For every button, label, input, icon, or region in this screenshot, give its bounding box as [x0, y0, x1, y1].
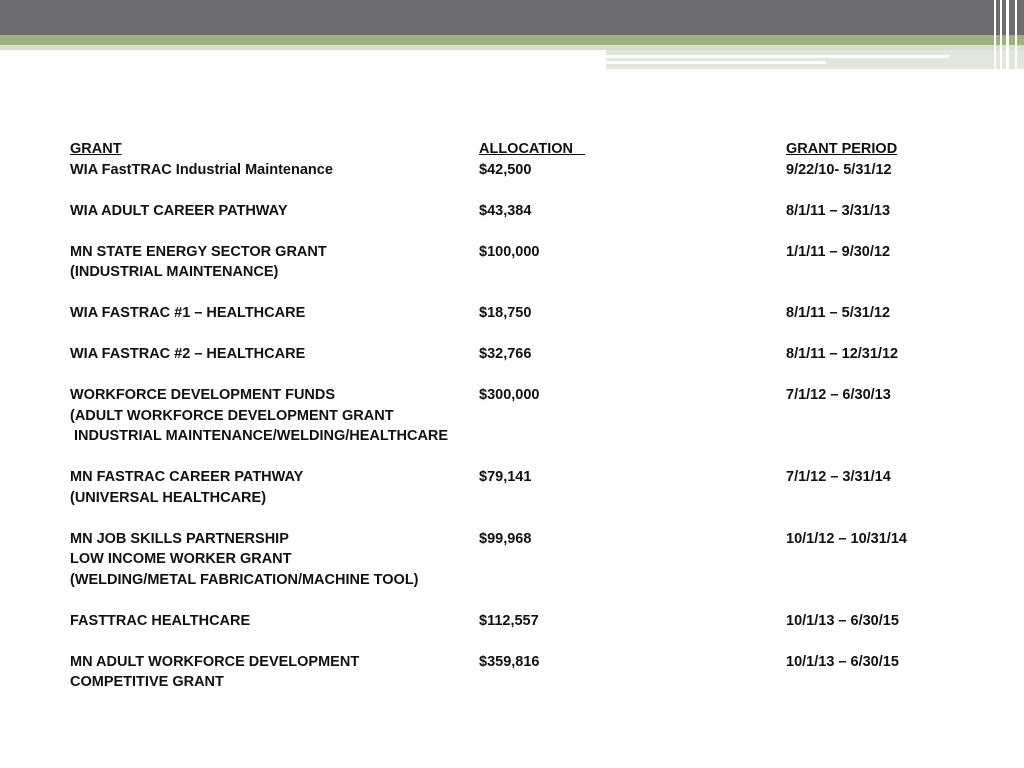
header-vertical-stripe — [1015, 0, 1017, 69]
grant-name: (WELDING/METAL FABRICATION/MACHINE TOOL) — [70, 571, 419, 588]
grant-name: MN ADULT WORKFORCE DEVELOPMENT — [70, 653, 360, 670]
table-row — [70, 488, 970, 509]
grant-name: COMPETITIVE GRANT — [70, 674, 224, 690]
grant-name: WIA ADULT CAREER PATHWAY — [70, 202, 288, 219]
grant-period-column-header: GRANT PERIOD — [786, 141, 898, 157]
grant-entry — [70, 385, 970, 447]
table-row — [70, 385, 970, 406]
grant-name: WIA FastTRAC Industrial Maintenance — [70, 161, 333, 178]
table-row — [70, 467, 970, 488]
grant-period: 8/1/11 – 12/31/12 — [786, 346, 899, 362]
table-row — [70, 426, 970, 447]
row-spacer — [70, 221, 970, 242]
grant-name: LOW INCOME WORKER GRANT — [70, 551, 292, 567]
grant-period — [786, 488, 970, 509]
grant-name: MN STATE ENERGY SECTOR GRANT — [70, 243, 327, 260]
table-row — [70, 672, 970, 693]
grant-allocation — [479, 406, 786, 427]
grant-period: 7/1/12 – 6/30/13 — [786, 387, 891, 403]
row-spacer — [70, 508, 970, 529]
grant-entry — [70, 467, 970, 508]
grant-entry — [70, 529, 970, 591]
header-vertical-stripe — [1000, 0, 1002, 69]
header-tab-decoration — [606, 50, 1024, 69]
grant-name: (ADULT WORKFORCE DEVELOPMENT GRANT — [70, 407, 394, 424]
grant-entry — [70, 242, 970, 283]
grant-table — [70, 139, 970, 693]
grant-name: INDUSTRIAL MAINTENANCE/WELDING/HEALTHCARE — [70, 428, 449, 444]
grant-entry — [70, 344, 970, 365]
table-row — [70, 529, 970, 550]
grant-allocation: $300,000 — [479, 387, 540, 403]
table-row — [70, 570, 970, 591]
grant-entry — [70, 652, 970, 693]
grant-allocation: $43,384 — [479, 202, 532, 219]
grant-period — [786, 672, 970, 693]
header-vertical-stripe — [1006, 0, 1009, 69]
grant-allocation — [479, 426, 786, 447]
grant-allocation — [479, 262, 786, 283]
grant-period — [786, 570, 970, 591]
grant-allocation: $359,816 — [479, 653, 540, 670]
grant-period: 8/1/11 – 5/31/12 — [786, 305, 891, 321]
grant-rows — [70, 160, 970, 693]
grant-allocation — [479, 549, 786, 570]
grant-entry — [70, 160, 970, 181]
header-accent-bar — [0, 35, 1024, 45]
grant-period — [786, 426, 970, 447]
grant-allocation: $112,557 — [479, 612, 539, 629]
table-row — [70, 262, 970, 283]
grant-period: 10/1/12 – 10/31/14 — [786, 530, 907, 547]
grant-name: WIA FASTRAC #1 – HEALTHCARE — [70, 305, 306, 321]
grant-name: FASTTRAC HEALTHCARE — [70, 612, 251, 629]
grant-name: (UNIVERSAL HEALTHCARE) — [70, 489, 267, 506]
grant-column-header: GRANT — [70, 141, 122, 157]
table-row — [70, 201, 970, 222]
grant-period — [786, 549, 970, 570]
row-spacer — [70, 180, 970, 201]
grant-period — [786, 406, 970, 427]
grant-period: 7/1/12 – 3/31/14 — [786, 469, 891, 485]
grant-name: WIA FASTRAC #2 – HEALTHCARE — [70, 346, 306, 362]
grant-period: 9/22/10- 5/31/12 — [786, 161, 892, 178]
row-spacer — [70, 324, 970, 345]
grant-name: (INDUSTRIAL MAINTENANCE) — [70, 264, 279, 280]
grant-allocation: $18,750 — [479, 305, 532, 321]
grant-entry — [70, 201, 970, 222]
header-decor-line — [606, 55, 949, 58]
grant-allocation: $99,968 — [479, 530, 532, 547]
row-spacer — [70, 447, 970, 468]
grant-name: MN FASTRAC CAREER PATHWAY — [70, 469, 304, 485]
grant-allocation: $32,766 — [479, 346, 532, 362]
row-spacer — [70, 365, 970, 386]
header-banner — [0, 0, 1024, 35]
grant-name: WORKFORCE DEVELOPMENT FUNDS — [70, 387, 336, 403]
grant-period — [786, 262, 970, 283]
grant-period: 8/1/11 – 3/31/13 — [786, 202, 891, 219]
grant-allocation: $42,500 — [479, 161, 532, 178]
grant-entry — [70, 611, 970, 632]
table-row — [70, 160, 970, 181]
table-row — [70, 406, 970, 427]
header-decor-line — [606, 61, 826, 64]
allocation-column-header: ALLOCATION — [479, 141, 586, 157]
grant-entry — [70, 303, 970, 324]
table-row — [70, 303, 970, 324]
row-spacer — [70, 590, 970, 611]
grant-allocation: $100,000 — [479, 243, 540, 260]
grant-allocation: $79,141 — [479, 469, 532, 485]
header-row — [70, 139, 970, 160]
grant-period: 10/1/13 – 6/30/15 — [786, 653, 899, 670]
grant-period: 1/1/11 – 9/30/12 — [786, 243, 891, 260]
grant-allocation — [479, 672, 786, 693]
grant-allocation — [479, 570, 786, 591]
grant-allocation — [479, 488, 786, 509]
row-spacer — [70, 631, 970, 652]
table-row — [70, 344, 970, 365]
table-row — [70, 242, 970, 263]
header-vertical-stripe — [994, 0, 996, 69]
row-spacer — [70, 283, 970, 304]
table-row — [70, 611, 970, 632]
grant-name: MN JOB SKILLS PARTNERSHIP — [70, 530, 289, 547]
table-row — [70, 549, 970, 570]
grant-period: 10/1/13 – 6/30/15 — [786, 612, 899, 629]
table-row — [70, 652, 970, 673]
